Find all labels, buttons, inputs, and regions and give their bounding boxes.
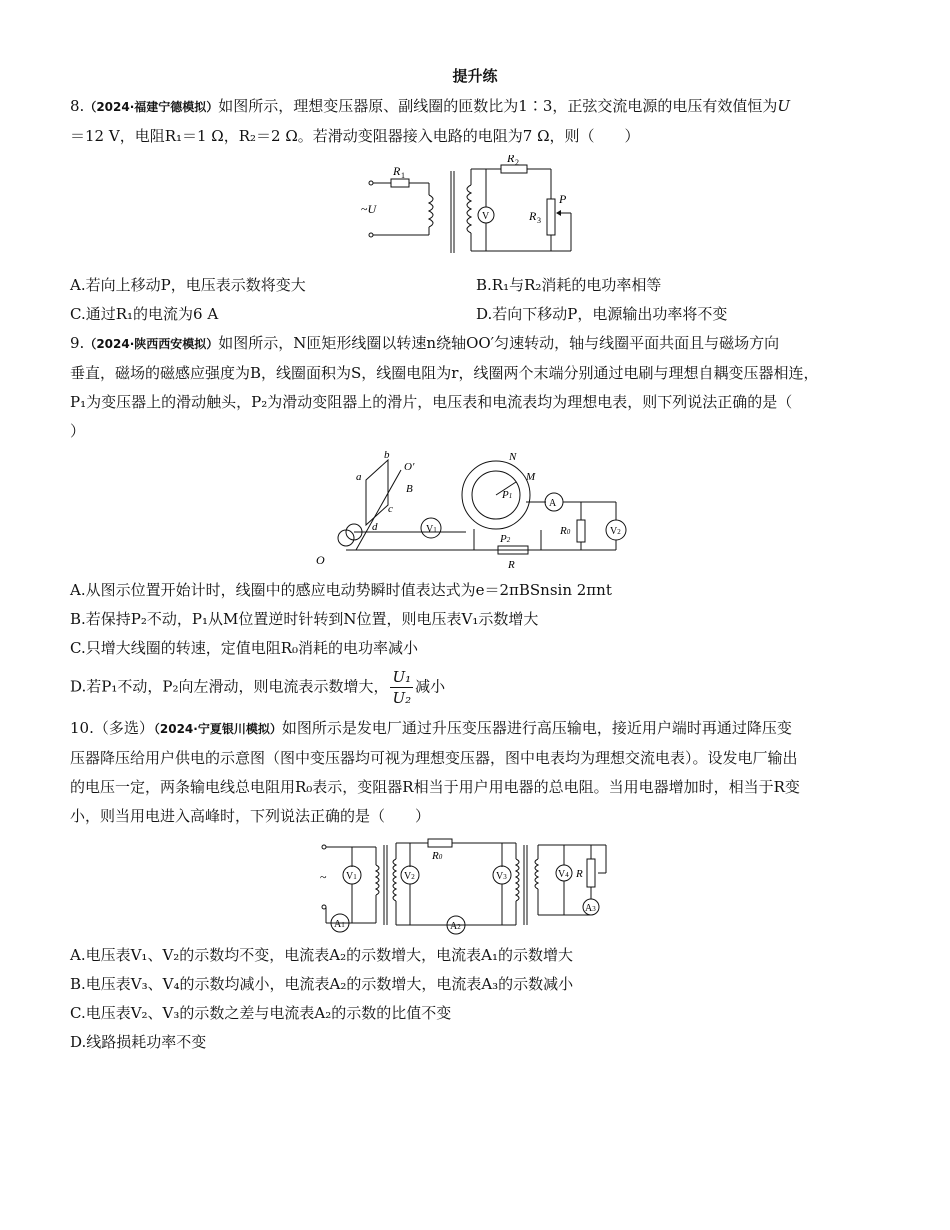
transformer-circuit-diagram — [361, 155, 591, 265]
q10-figure — [70, 835, 882, 935]
q8-stem-line2: ＝12 V，电阻R₁＝1 Ω，R₂＝2 Ω。若滑动变阻器接入电路的电阻为7 Ω，则（ ） — [70, 127, 640, 145]
svg-text:V1: V1 — [426, 524, 437, 535]
q8-option-b[interactable]: B.R₁与R₂消耗的电功率相等 — [476, 276, 662, 294]
svg-text:R: R — [393, 164, 401, 178]
question-8: 8.（2024·福建宁德模拟）如图所示，理想变压器原、副线圈的匝数比为1∶3，正弦交流电源的电压有效值恒为U ＝12 V，电阻R₁＝1 Ω，R₂＝2 Ω。若滑动变阻器接入电路的电阻为7 Ω，则（ ） R 1 R 2 R 3 P ~U V A.若向上移动P，电压表示数将变大 B.R₁与R₂消耗的电功率相等 C.通过R₁的电流为6 A D.若向下移动P，电源输出功率将不变 — [70, 92, 882, 329]
question-9 — [70, 329, 882, 708]
svg-text:A3: A3 — [585, 903, 596, 914]
svg-text:P: P — [559, 192, 567, 206]
section-title: 提升练 — [426, 63, 523, 88]
q8-source: （2024·福建宁德模拟） — [84, 100, 219, 114]
q10-option-b[interactable]: B.电压表V₃、V₄的示数均减小，电流表A₂的示数增大，电流表A₃的示数减小 — [70, 975, 574, 993]
svg-text:1: 1 — [401, 171, 405, 180]
svg-text:O: O — [316, 553, 325, 567]
q10-stem-line2: 压器降压给用户供电的示意图（图中变压器均可视为理想变压器，图中电表均为理想交流电表）。设发电厂输出 — [70, 749, 798, 767]
svg-text:R: R — [576, 868, 583, 880]
q10-option-a[interactable]: A.电压表V₁、V₂的示数均不变，电流表A₂的示数增大，电流表A₁的示数增大 — [70, 946, 573, 964]
svg-text:a: a — [356, 471, 362, 483]
svg-text:P1: P1 — [502, 489, 513, 501]
svg-text:M: M — [526, 471, 536, 483]
q9-stem-line1: 如图所示，N匝矩形线圈以转速n绕轴OO′匀速转动，轴与线圈平面共面且与磁场方向 — [218, 334, 780, 352]
question-page — [70, 92, 882, 1057]
svg-text:R0: R0 — [432, 850, 443, 862]
question-10 — [70, 714, 882, 1057]
svg-text:d: d — [372, 521, 378, 533]
q9-stem-line2: 垂直，磁场的磁感应强度为B，线圈面积为S，线圈电阻为r，线圈两个末端分别通过电刷与理想自耦变压器相连， — [70, 364, 819, 382]
svg-text:V4: V4 — [558, 869, 569, 880]
svg-text:V2: V2 — [610, 526, 621, 537]
q9-option-a[interactable]: A.从图示位置开始计时，线圈中的感应电动势瞬时值表达式为e＝2πBSnsin 2πnt — [70, 581, 612, 599]
q8-option-a[interactable]: A.若向上移动P，电压表示数将变大 — [70, 276, 306, 294]
q8-option-c[interactable]: C.通过R₁的电流为6 A — [70, 305, 219, 323]
svg-text:~U: ~U — [361, 202, 377, 216]
q10-stem-line4: 小，则当用电进入高峰时，下列说法正确的是（ ） — [70, 807, 431, 825]
svg-text:A1: A1 — [334, 919, 345, 930]
svg-text:N: N — [509, 451, 517, 463]
q9-source: （2024·陕西西安模拟） — [84, 337, 219, 351]
q9-stem-line3: P₁为变压器上的滑动触头，P₂为滑动变阻器上的滑片，电压表和电流表均为理想电表，则下列说法正确的是（ — [70, 393, 793, 411]
svg-text:c: c — [388, 503, 393, 515]
q9-option-d[interactable]: D.若P₁不动，P₂向左滑动，则电流表示数增大， $\frac{\text{U₁}}{\text{U₂}}$ 减小 — [70, 668, 446, 707]
q10-source: （2024·宁夏银川模拟） — [153, 722, 282, 736]
q9-option-b[interactable]: B.若保持P₂不动，P₁从M位置逆时针转到N位置，则电压表V₁示数增大 — [70, 610, 539, 628]
q10-stem-line1: 如图所示是发电厂通过升压变压器进行高压输电，接近用户端时再通过降压变 — [281, 719, 792, 737]
q9-option-c[interactable]: C.只增大线圈的转速，定值电阻R₀消耗的电功率减小 — [70, 639, 419, 657]
power-transmission-diagram — [316, 835, 636, 935]
svg-text:R: R — [508, 559, 515, 570]
generator-autotransformer-diagram — [316, 450, 636, 570]
svg-text:b: b — [384, 450, 390, 461]
svg-text:P2: P2 — [500, 533, 511, 545]
voltage-ratio-fraction: $\frac{\text{U₁}}{\text{U₂}}$ — [392, 668, 412, 707]
svg-text:V: V — [482, 211, 490, 222]
q8-option-d[interactable]: D.若向下移动P，电源输出功率将不变 — [476, 305, 728, 323]
svg-text:R0: R0 — [560, 525, 571, 537]
q10-option-d[interactable]: D.线路损耗功率不变 — [70, 1033, 207, 1051]
svg-text:O′: O′ — [404, 461, 415, 473]
svg-text:R: R — [507, 155, 515, 165]
svg-text:B: B — [406, 483, 413, 495]
svg-text:~: ~ — [320, 870, 327, 884]
q10-number: 10. — [70, 719, 94, 737]
svg-text:A2: A2 — [450, 921, 461, 932]
q10-tag: （多选） — [93, 719, 154, 737]
q10-stem-line3: 的电压一定，两条输电线总电阻用R₀表示，变阻器R相当于用户用电器的总电阻。当用电器增加时，相当于R变 — [70, 778, 800, 796]
svg-text:2: 2 — [515, 158, 519, 167]
q8-figure — [70, 155, 882, 265]
q8-stem-line1: 如图所示，理想变压器原、副线圈的匝数比为1∶3，正弦交流电源的电压有效值恒为 — [218, 97, 778, 115]
svg-text:V3: V3 — [496, 871, 507, 882]
svg-text:R: R — [529, 209, 537, 223]
q10-option-c[interactable]: C.电压表V₂、V₃的示数之差与电流表A₂的示数的比值不变 — [70, 1004, 452, 1022]
q8-number: 8. — [70, 97, 85, 115]
q9-number: 9. — [70, 334, 85, 352]
svg-text:V2: V2 — [404, 871, 415, 882]
q9-figure — [70, 450, 882, 570]
svg-text:V1: V1 — [346, 871, 357, 882]
svg-text:A: A — [549, 498, 557, 509]
svg-text:3: 3 — [537, 216, 541, 225]
q9-stem-line4: ） — [70, 422, 86, 440]
section-header — [0, 63, 950, 88]
